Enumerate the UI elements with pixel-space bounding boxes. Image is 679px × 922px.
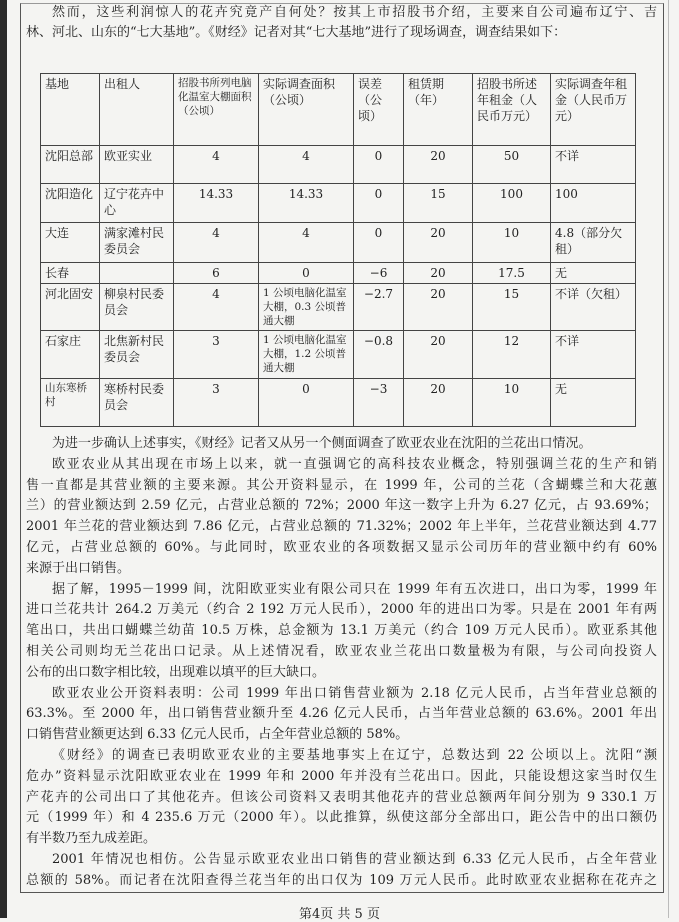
text-line: 售一直都是其营业额的主要来源。其公开资料显示，在 1999 年，公司的兰花（含蝴蝶兰和大花蕙 [26, 477, 657, 493]
table-cell: 10 [473, 223, 551, 263]
table-cell: 无 [551, 263, 636, 284]
table-cell: 1 公顷电脑化温室大棚，1.2 公顷普通大棚 [259, 331, 354, 379]
table-cell: 10 [473, 379, 551, 427]
table-cell: 柳泉村民委员会 [100, 284, 174, 331]
table-cell: 0 [259, 263, 354, 284]
text-line: 林、河北、山东的“七大基地”。《财经》记者对其“七大基地”进行了现场调查，调查结果如下： [26, 25, 567, 40]
table-header-cell: 实际调查年租金（人民币万元） [551, 74, 636, 146]
table-cell: 4 [259, 146, 354, 184]
table-cell: 无 [551, 379, 636, 427]
table-header-cell: 租赁期（年） [404, 74, 473, 146]
table-cell: 不详（欠租） [551, 284, 636, 331]
table-row [41, 379, 636, 427]
scan-margin-line [668, 0, 669, 918]
table-cell: 沈阳总部 [41, 146, 100, 184]
table-cell: 20 [404, 331, 473, 379]
table-cell: 4.8（部分欠租） [551, 223, 636, 263]
text-line: 亿元，占营业总额的 60%。与此同时，欧亚农业的各项数据又显示公司历年的营业额中约有 60% [26, 540, 657, 555]
text-line: 公布的出口数字相比较，出现难以填平的巨大缺口。 [26, 664, 326, 680]
text-line: 然而，这些利润惊人的花卉究竟产自何处？按其上市招股书介绍，主要来自公司遍布辽宁、吉 [52, 5, 657, 20]
text-line: 2001 年兰花的营业额达到 7.86 亿元，占营业总额的 71.32%；2002 年上半年，兰花营业额达到 4.77 [26, 519, 657, 535]
table-cell: 欧亚实业 [100, 146, 174, 184]
table-cell: 寒桥村民委员会 [100, 379, 174, 427]
table-cell: 满家滩村民委员会 [100, 223, 174, 263]
table-cell: 4 [259, 223, 354, 263]
text-line: 为进一步确认上述事实，《财经》记者又从另一个侧面调查了欧亚农业在沈阳的兰花出口情况。 [52, 436, 592, 451]
page-number: 第4页 共 5 页 [299, 907, 380, 922]
table-cell: 长春 [41, 263, 100, 284]
text-line: 欧亚农业公开资料表明：公司 1999 年出口销售营业额为 2.18 亿元人民币，占当年营业总额的 [52, 685, 657, 701]
text-line: 63.3%。至 2000 年，出口销售营业额升至 4.26 亿元人民币，占当年营业总额的 63.6%。2001 年出 [26, 706, 657, 722]
table-cell [100, 263, 174, 284]
text-line: 兰）的营业额达到 2.59 亿元，占营业总额的 72%；2000 年这一数字上升为 6.27 亿元，占 93.69%； [26, 498, 657, 514]
table-header-row [41, 74, 636, 146]
table-cell: 4 [174, 223, 259, 263]
table-cell: 14.33 [174, 184, 259, 223]
text-line: 总额的 58%。而记者在沈阳查得兰花当年的出口仅为 109 万元人民币。此时欧亚农业据称在花卉之 [26, 872, 657, 888]
table-cell: 20 [404, 146, 473, 184]
text-line: 口销售营业额更达到 6.33 亿元人民币，占全年营业总额的 58%。 [26, 727, 409, 743]
table-cell: 1 公顷电脑化温室大棚，0.3 公顷普通大棚 [259, 284, 354, 331]
table-header-cell: 误差（公顷） [354, 74, 404, 146]
table-cell: 辽宁花卉中心 [100, 184, 174, 223]
text-line: 《财经》的调查已表明欧亚农业的主要基地事实上在辽宁，总数达到 22 公顷以上。沈阳“濒 [52, 748, 657, 763]
scan-edge [0, 0, 7, 918]
table-cell: 100 [551, 184, 636, 223]
text-line: 欧亚农业从其出现在市场上以来，就一直强调它的高科技农业概念，特别强调兰花的生产和销 [52, 456, 657, 472]
table-cell: 不详 [551, 146, 636, 184]
table-cell: 大连 [41, 223, 100, 263]
table-cell: 沈阳造化 [41, 184, 100, 223]
text-line: 2001 年情况也相仿。公告显示欧亚农业出口销售的营业额达到 6.33 亿元人民币，占全年营业 [52, 852, 657, 867]
table-cell: 0 [259, 379, 354, 427]
text-line: 据了解，1995－1999 间，沈阳欧亚实业有限公司只在 1999 年有五次进口，出口为零，1999 年 [52, 581, 657, 597]
text-line: 有半数乃至九成差距。 [26, 831, 157, 847]
text-line: 产花卉的公司出口了其他花卉。但该公司资料又表明其他花卉的营业总额两年间分别为 9 330.1 万 [26, 789, 657, 805]
table-cell: 12 [473, 331, 551, 379]
table-header-cell: 出租人 [100, 74, 174, 146]
table-cell: 北焦新村民委员会 [100, 331, 174, 379]
table-cell: 4 [174, 146, 259, 184]
table-cell: 3 [174, 331, 259, 379]
text-line: 元（1999 年）和 4 235.6 万元（2000 年）。以此推算，纵使这部分全部出口，距公告中的出口额仍 [26, 810, 657, 826]
table-row [41, 263, 636, 284]
table-row [41, 184, 636, 223]
table-header-cell: 招股书所列电脑化温室大棚面积（公顷） [174, 74, 259, 146]
table-row [41, 331, 636, 379]
table-cell: 20 [404, 284, 473, 331]
table-cell: 20 [404, 223, 473, 263]
table-cell: 14.33 [259, 184, 354, 223]
table-cell: 山东寒桥村 [41, 379, 100, 427]
table-cell: 20 [404, 263, 473, 284]
table-cell: 20 [404, 379, 473, 427]
table-cell: 0 [354, 223, 404, 263]
text-line: 危办”资料显示沈阳欧亚农业在 1999 年和 2000 年并没有兰花出口。因此，只能设想这家当时仅生 [26, 768, 657, 784]
table-header-cell: 实际调查面积（公顷） [259, 74, 354, 146]
table-cell: −0.8 [354, 331, 404, 379]
table-cell: −3 [354, 379, 404, 427]
text-line: 进口兰花共计 264.2 万美元（约合 2 192 万元人民币），2000 年的进出口为零。只是在 2001 年有两 [26, 602, 657, 618]
table-row [41, 284, 636, 331]
table-cell: −6 [354, 263, 404, 284]
table-cell: 河北固安 [41, 284, 100, 331]
table-row [41, 223, 636, 263]
table-header-cell: 招股书所述年租金（人民币万元） [473, 74, 551, 146]
base-survey-table [40, 73, 636, 427]
text-line: 相关公司则均无兰花出口记录。从上述情况看，欧亚农业兰花出口数量极为有限，与公司向投资人 [26, 644, 657, 659]
table-cell: 17.5 [473, 263, 551, 284]
table-cell: 50 [473, 146, 551, 184]
table-cell: 石家庄 [41, 331, 100, 379]
table-cell: 100 [473, 184, 551, 223]
text-line: 笔出口，共出口蝴蝶兰幼苗 10.5 万株，总金额为 13.1 万美元（约合 109 万元人民币）。欧亚系其他 [26, 623, 657, 639]
table-cell: −2.7 [354, 284, 404, 331]
table-header-cell: 基地 [41, 74, 100, 146]
table-cell: 15 [404, 184, 473, 223]
table-cell: 6 [174, 263, 259, 284]
table-row [41, 146, 636, 184]
table-cell: 15 [473, 284, 551, 331]
table-cell: 4 [174, 284, 259, 331]
table-cell: 0 [354, 184, 404, 223]
table-cell: 3 [174, 379, 259, 427]
table-cell: 0 [354, 146, 404, 184]
text-line: 来源于出口销售。 [26, 560, 131, 576]
table-cell: 不详 [551, 331, 636, 379]
